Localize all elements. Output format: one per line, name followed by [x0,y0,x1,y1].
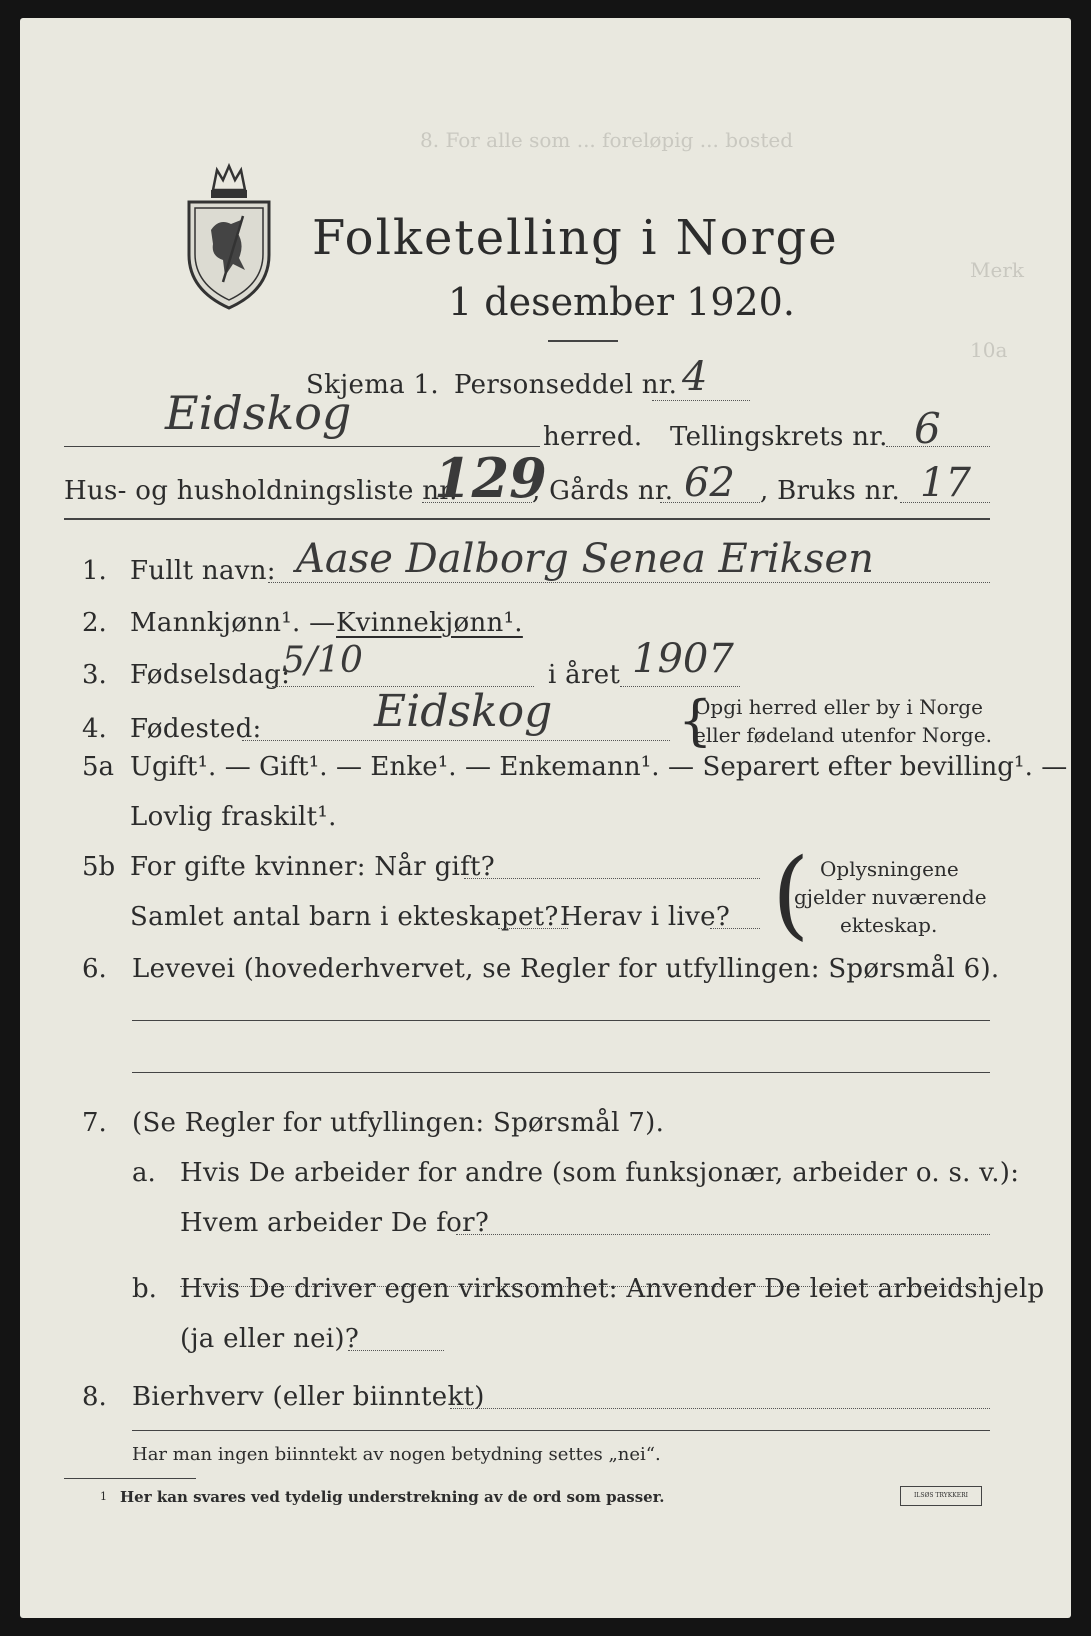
hired-help-label: (ja eller nei)? [180,1324,360,1354]
side-income-field-line-2 [132,1430,990,1431]
q5b-number: 5b [82,852,116,882]
personseddel-field-line [652,400,750,401]
birthdate-value: 5/10 [282,640,363,681]
show-through-text: 8. For alle som ... foreløpig ... bosted [420,128,793,152]
husholdningsliste-label: Hus- og husholdningsliste nr. [64,476,458,506]
married-when-field-line [464,878,760,879]
gards-label: , Gårds nr. [532,476,674,506]
footnote-mark: 1 [100,1490,107,1503]
q5a-number: 5a [82,752,115,782]
employer-label: Hvem arbeider De for? [180,1208,490,1238]
full-name-label: Fullt navn: [130,556,276,586]
printer-stamp: ILSØS TRYKKERI [900,1486,982,1506]
birth-year-field-line [620,686,740,687]
footnote-text: Her kan svares ved tydelig understrekning av de ord som passer. [120,1488,665,1506]
side-income-field-line [450,1408,990,1409]
q7b-letter: b. [132,1274,157,1304]
occupation-field-line-1 [132,1020,990,1021]
note-paren: ( [772,838,810,950]
footnote-divider [64,1478,196,1479]
personseddel-value: 4 [682,354,708,400]
bruks-label: , Bruks nr. [760,476,901,506]
birth-year-value: 1907 [632,636,734,682]
married-when-label: For gifte kvinner: Når gift? [130,852,496,882]
tellingskrets-label: Tellingskrets nr. [670,422,888,452]
schema-label: Skjema 1. [306,370,439,400]
birthplace-note-line2: eller fødeland utenfor Norge. [694,723,992,747]
q7a-question: Hvis De arbeider for andre (som funksjonær, arbeider o. s. v.): [180,1158,1020,1188]
occupation-label: Levevei (hovederhvervet, se Regler for utfyllingen: Spørsmål 6). [132,954,1000,984]
census-form-page [20,18,1071,1618]
norway-coat-of-arms-icon [185,160,273,310]
note-brace: { [678,689,713,752]
birthplace-note-line1: Opgi herred eller by i Norge [694,695,983,719]
census-date: 1 desember 1920. [448,280,795,324]
full-name-field-line [268,582,990,583]
birthplace-label: Fødested: [130,714,262,744]
herred-value: Eidskog [165,386,352,440]
gards-value: 62 [684,460,735,506]
personseddel-label: Personseddel nr. [454,370,678,400]
occupation-field-line-2 [132,1072,990,1073]
q8-number: 8. [82,1382,107,1412]
marriage-note-line1: Oplysningene [820,857,959,881]
sex-male-option: Mannkjønn¹. — [130,608,336,638]
q7-number: 7. [82,1108,107,1138]
marriage-note-line2: gjelder nuværende [794,885,987,909]
marital-status-options: Ugift¹. — Gift¹. — Enke¹. — Enkemann¹. — Separert efter bevilling¹. — [130,752,1068,782]
children-total-field-line [498,928,568,929]
show-through-text: 10a [970,338,1008,362]
q3-number: 3. [82,660,107,690]
husholdningsliste-value: 129 [434,446,547,510]
tellingskrets-value: 6 [914,404,941,453]
marital-status-divorced: Lovlig fraskilt¹. [130,802,337,832]
q7a-letter: a. [132,1158,156,1188]
q1-number: 1. [82,556,107,586]
children-alive-label: Herav i live? [560,902,731,932]
q6-number: 6. [82,954,107,984]
hired-help-field-line [348,1350,444,1351]
side-income-note: Har man ingen biinntekt av nogen betydning settes „nei“. [132,1444,661,1465]
children-alive-field-line [710,928,760,929]
title-divider [548,340,618,342]
q2-number: 2. [82,608,107,638]
marriage-note-line3: ekteskap. [840,913,938,937]
sex-female-option: Kvinnekjønn¹. [336,608,523,638]
show-through-text: Merk [970,258,1024,282]
form-title: Folketelling i Norge [312,210,839,266]
q4-number: 4. [82,714,107,744]
herred-label: herred. [543,422,643,452]
q7b-question: Hvis De driver egen virksomhet: Anvender De leiet arbeidshjelp [180,1274,1045,1304]
q7-label: (Se Regler for utfyllingen: Spørsmål 7). [132,1108,665,1138]
children-total-label: Samlet antal barn i ekteskapet? [130,902,559,932]
full-name-value: Aase Dalborg Senea Eriksen [296,536,874,582]
employer-field-line [456,1234,990,1235]
birth-year-label: i året [548,660,621,690]
bruks-value: 17 [920,460,971,506]
side-income-label: Bierhverv (eller biinntekt) [132,1382,485,1412]
birthdate-label: Fødselsdag: [130,660,291,690]
birthplace-value: Eidskog [374,686,553,737]
birthplace-field-line [242,740,670,741]
header-separator [64,518,990,520]
